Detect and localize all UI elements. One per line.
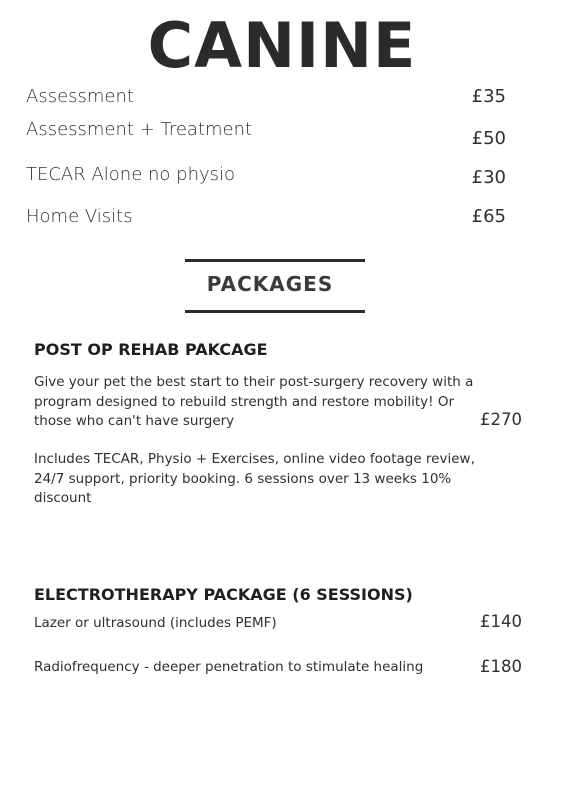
service-price-assessment-treatment: £50 <box>471 128 506 149</box>
rehab-package-description: Give your pet the best start to their post-surgery recovery with a program designed to rebuild strength and restore mobility! Or those who can't have surgery <box>34 374 474 429</box>
service-name-tecar: TECAR Alone no physio <box>26 164 236 185</box>
electro-item-name-lazer: Lazer or ultrasound (includes PEMF) <box>34 615 277 631</box>
service-name-assessment-treatment: Assessment + Treatment <box>26 119 253 140</box>
electro-item-price-lazer: £140 <box>480 612 522 631</box>
service-price-home-visits: £65 <box>471 206 506 227</box>
electro-package-title: ELECTROTHERAPY PACKAGE (6 SESSIONS) <box>34 585 413 604</box>
page-title: CANINE <box>147 9 417 82</box>
service-name-assessment: Assessment <box>26 86 134 107</box>
service-price-assessment: £35 <box>471 86 506 107</box>
electro-item-name-radiofrequency: Radiofrequency - deeper penetration to stimulate healing <box>34 659 424 675</box>
rehab-package-price: £270 <box>480 410 522 429</box>
packages-heading: PACKAGES <box>206 272 334 296</box>
rehab-package-includes: Includes TECAR, Physio + Exercises, online video footage review, 24/7 support, priority booking. 6 sessions over 13 weeks 10% discount <box>34 451 475 506</box>
packages-rule-top <box>185 259 365 262</box>
service-name-home-visits: Home Visits <box>26 206 133 227</box>
service-price-tecar: £30 <box>471 167 506 188</box>
packages-rule-bottom <box>185 310 365 313</box>
rehab-package-title: POST OP REHAB PAKCAGE <box>34 340 268 359</box>
electro-item-price-radiofrequency: £180 <box>480 657 522 676</box>
